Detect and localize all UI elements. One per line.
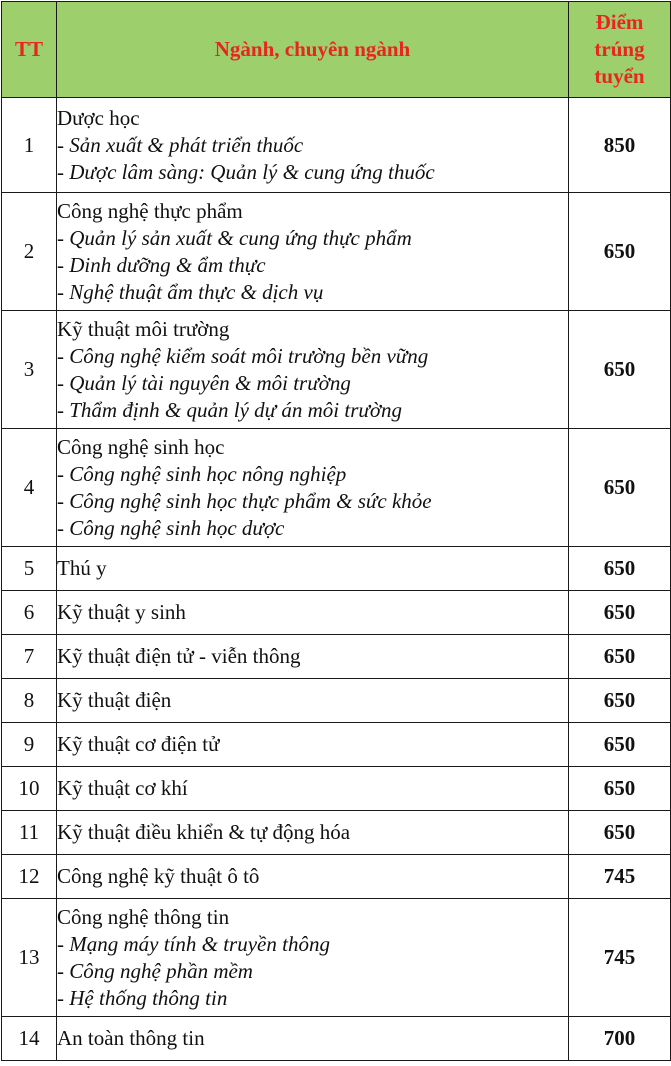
specialization-item: - Quản lý tài nguyên & môi trường — [57, 370, 351, 395]
row-number: 9 — [2, 723, 57, 767]
header-score — [569, 2, 671, 98]
admission-score: 650 — [569, 635, 671, 679]
major-cell — [57, 723, 569, 767]
major-name: Thú y — [57, 556, 107, 580]
admission-score: 650 — [569, 547, 671, 591]
specialization-item: - Thẩm định & quản lý dự án môi trường — [57, 397, 403, 422]
header-tt: TT — [2, 2, 57, 98]
row-number: 1 — [2, 98, 57, 193]
specialization-item: - Sản xuất & phát triển thuốc — [57, 132, 304, 157]
table-body — [2, 98, 671, 1061]
specialization-item: - Công nghệ kiểm soát môi trường bền vững — [57, 343, 429, 368]
specialization-item: - Dược lâm sàng: Quản lý & cung ứng thuốc — [57, 159, 435, 184]
table-row — [2, 635, 671, 679]
major-name: Công nghệ thông tin — [57, 904, 230, 929]
major-name: Kỹ thuật môi trường — [57, 316, 230, 341]
table-row — [2, 1017, 671, 1061]
major-name: Kỹ thuật cơ điện tử — [57, 732, 220, 756]
major-name: An toàn thông tin — [57, 1026, 205, 1050]
admission-score: 650 — [569, 679, 671, 723]
admission-score: 650 — [569, 311, 671, 429]
specialization-item: - Công nghệ phần mềm — [57, 958, 253, 983]
row-number: 8 — [2, 679, 57, 723]
major-cell — [57, 855, 569, 899]
major-cell — [57, 899, 569, 1017]
major-name: Kỹ thuật điều khiển & tự động hóa — [57, 820, 351, 844]
major-cell — [57, 679, 569, 723]
table-row — [2, 723, 671, 767]
table-row — [2, 811, 671, 855]
header-score-line: tuyển — [594, 64, 645, 88]
major-name: Kỹ thuật điện tử - viễn thông — [57, 644, 301, 668]
major-name: Kỹ thuật cơ khí — [57, 776, 188, 800]
admission-score: 745 — [569, 855, 671, 899]
table-row — [2, 547, 671, 591]
major-cell — [57, 635, 569, 679]
table-row — [2, 855, 671, 899]
major-cell — [57, 811, 569, 855]
table-row — [2, 899, 671, 1017]
table-header-row — [2, 2, 671, 98]
major-name: Công nghệ thực phẩm — [57, 198, 243, 223]
specialization-item: - Công nghệ sinh học thực phẩm & sức khỏe — [57, 488, 432, 513]
admission-score: 700 — [569, 1017, 671, 1061]
admission-score: 650 — [569, 591, 671, 635]
specialization-item: - Mạng máy tính & truyền thông — [57, 931, 330, 956]
table-row — [2, 767, 671, 811]
table-row — [2, 98, 671, 193]
specialization-item: - Dinh dưỡng & ẩm thực — [57, 252, 266, 277]
row-number: 13 — [2, 899, 57, 1017]
table-row — [2, 679, 671, 723]
row-number: 10 — [2, 767, 57, 811]
major-cell — [57, 1017, 569, 1061]
header-score-line: trúng — [594, 37, 645, 61]
admission-score: 650 — [569, 723, 671, 767]
row-number: 2 — [2, 193, 57, 311]
specialization-item: - Công nghệ sinh học nông nghiệp — [57, 461, 347, 486]
major-name: Dược học — [57, 105, 140, 130]
row-number: 6 — [2, 591, 57, 635]
admission-score: 650 — [569, 811, 671, 855]
row-number: 4 — [2, 429, 57, 547]
specialization-item: - Nghệ thuật ẩm thực & dịch vụ — [57, 279, 324, 304]
admission-score: 850 — [569, 98, 671, 193]
major-cell — [57, 429, 569, 547]
row-number: 14 — [2, 1017, 57, 1061]
major-name: Công nghệ kỹ thuật ô tô — [57, 864, 260, 888]
table-row — [2, 193, 671, 311]
table-row — [2, 311, 671, 429]
major-cell — [57, 193, 569, 311]
specialization-item: - Quản lý sản xuất & cung ứng thực phẩm — [57, 225, 412, 250]
major-cell — [57, 98, 569, 193]
row-number: 3 — [2, 311, 57, 429]
table-row — [2, 429, 671, 547]
row-number: 11 — [2, 811, 57, 855]
major-name: Kỹ thuật điện — [57, 688, 172, 712]
specialization-item: - Công nghệ sinh học dược — [57, 515, 285, 540]
row-number: 7 — [2, 635, 57, 679]
major-cell — [57, 311, 569, 429]
major-name: Kỹ thuật y sinh — [57, 600, 186, 624]
major-cell — [57, 591, 569, 635]
specialization-item: - Hệ thống thông tin — [57, 985, 228, 1010]
major-cell — [57, 547, 569, 591]
admission-score: 745 — [569, 899, 671, 1017]
row-number: 5 — [2, 547, 57, 591]
major-name: Công nghệ sinh học — [57, 434, 225, 459]
header-major: Ngành, chuyên ngành — [57, 2, 569, 98]
major-cell — [57, 767, 569, 811]
admission-score: 650 — [569, 429, 671, 547]
admission-score: 650 — [569, 767, 671, 811]
admission-score-table — [1, 1, 671, 1061]
admission-score: 650 — [569, 193, 671, 311]
table-row — [2, 591, 671, 635]
row-number: 12 — [2, 855, 57, 899]
header-score-line: Điểm — [595, 10, 644, 34]
